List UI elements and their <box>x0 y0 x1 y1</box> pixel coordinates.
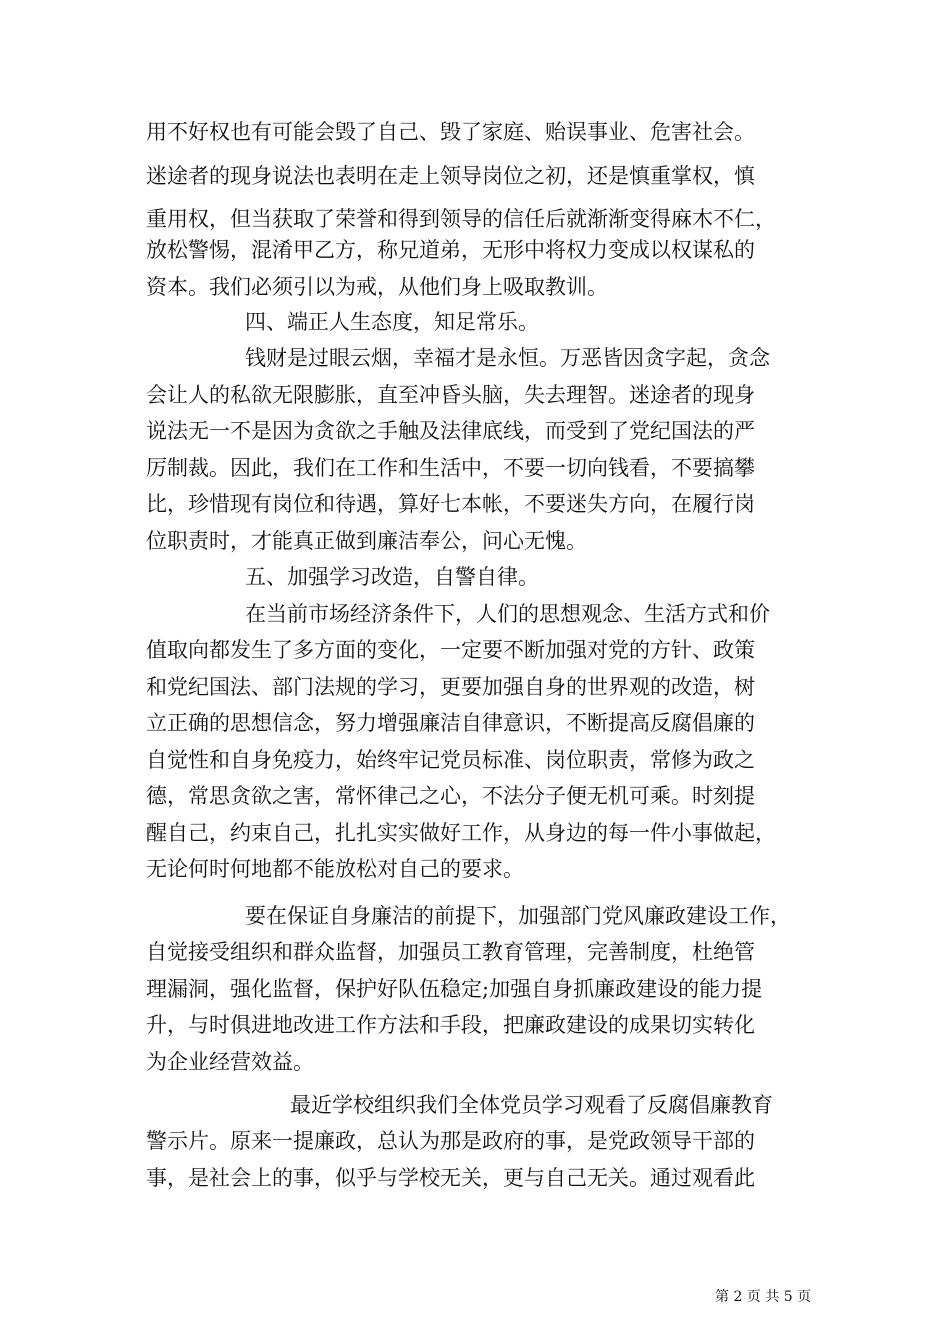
text-line: 自觉性和自身免疫力，始终牢记党员标准、岗位职责，常修为政之 <box>146 748 755 772</box>
text-line: 升，与时俱进地改进工作方法和手段，把廉政建设的成果切实转化 <box>146 1013 755 1037</box>
section-heading: 五、加强学习改造，自警自律。 <box>245 565 539 589</box>
text-line: 资本。我们必须引以为戒，从他们身上吸取教训。 <box>146 275 608 299</box>
text-line: 立正确的思想信念，努力增强廉洁自律意识，不断提高反腐倡廉的 <box>146 711 755 735</box>
text-line: 用不好权也有可能会毁了自己、毁了家庭、贻误事业、危害社会。 <box>146 120 755 144</box>
text-line: 迷途者的现身说法也表明在走上领导岗位之初，还是慎重掌权，慎 <box>146 164 755 188</box>
text-line: 最近学校组织我们全体党员学习观看了反腐倡廉教育 <box>290 1093 773 1117</box>
text-line: 位职责时，才能真正做到廉洁奉公，问心无愧。 <box>146 529 587 553</box>
text-line: 说法无一不是因为贪欲之手触及法律底线，而受到了党纪国法的严 <box>146 419 755 443</box>
text-line: 要在保证自身廉洁的前提下，加强部门党风廉政建设工作， <box>245 904 791 928</box>
text-line: 比，珍惜现有岗位和待遇，算好七本帐，不要迷失方向，在履行岗 <box>146 492 755 516</box>
text-line: 重用权，但当获取了荣誉和得到领导的信任后就渐渐变得麻木不仁， <box>146 207 776 231</box>
text-line: 事，是社会上的事，似乎与学校无关，更与自己无关。通过观看此 <box>146 1166 755 1190</box>
text-line: 自觉接受组织和群众监督，加强员工教育管理，完善制度，杜绝管 <box>146 940 755 964</box>
page-number: 第 2 页 共 5 页 <box>715 1289 812 1305</box>
section-heading: 四、端正人生态度，知足常乐。 <box>245 310 539 334</box>
text-line: 放松警惕，混淆甲乙方，称兄道弟，无形中将权力变成以权谋私的 <box>146 238 755 262</box>
text-line: 钱财是过眼云烟，幸福才是永恒。万恶皆因贪字起，贪念 <box>245 346 770 370</box>
text-line: 德，常思贪欲之害，常怀律己之心，不法分子便无机可乘。时刻提 <box>146 784 755 808</box>
text-line: 值取向都发生了多方面的变化，一定要不断加强对党的方针、政策 <box>146 638 755 662</box>
text-line: 无论何时何地都不能放松对自己的要求。 <box>146 857 524 881</box>
text-line: 理漏洞，强化监督，保护好队伍稳定;加强自身抓廉政建设的能力提 <box>146 977 763 1001</box>
text-line: 会让人的私欲无限膨胀，直至冲昏头脑，失去理智。迷途者的现身 <box>146 383 755 407</box>
text-line: 在当前市场经济条件下，人们的思想观念、生活方式和价 <box>245 602 770 626</box>
text-line: 警示片。原来一提廉政，总认为那是政府的事，是党政领导干部的 <box>146 1129 755 1153</box>
text-line: 厉制裁。因此，我们在工作和生活中，不要一切向钱看，不要搞攀 <box>146 456 755 480</box>
text-line: 和党纪国法、部门法规的学习，更要加强自身的世界观的改造，树 <box>146 675 755 699</box>
text-line: 醒自己，约束自己，扎扎实实做好工作，从身边的每一件小事做起， <box>146 821 776 845</box>
text-line: 为企业经营效益。 <box>146 1050 314 1074</box>
